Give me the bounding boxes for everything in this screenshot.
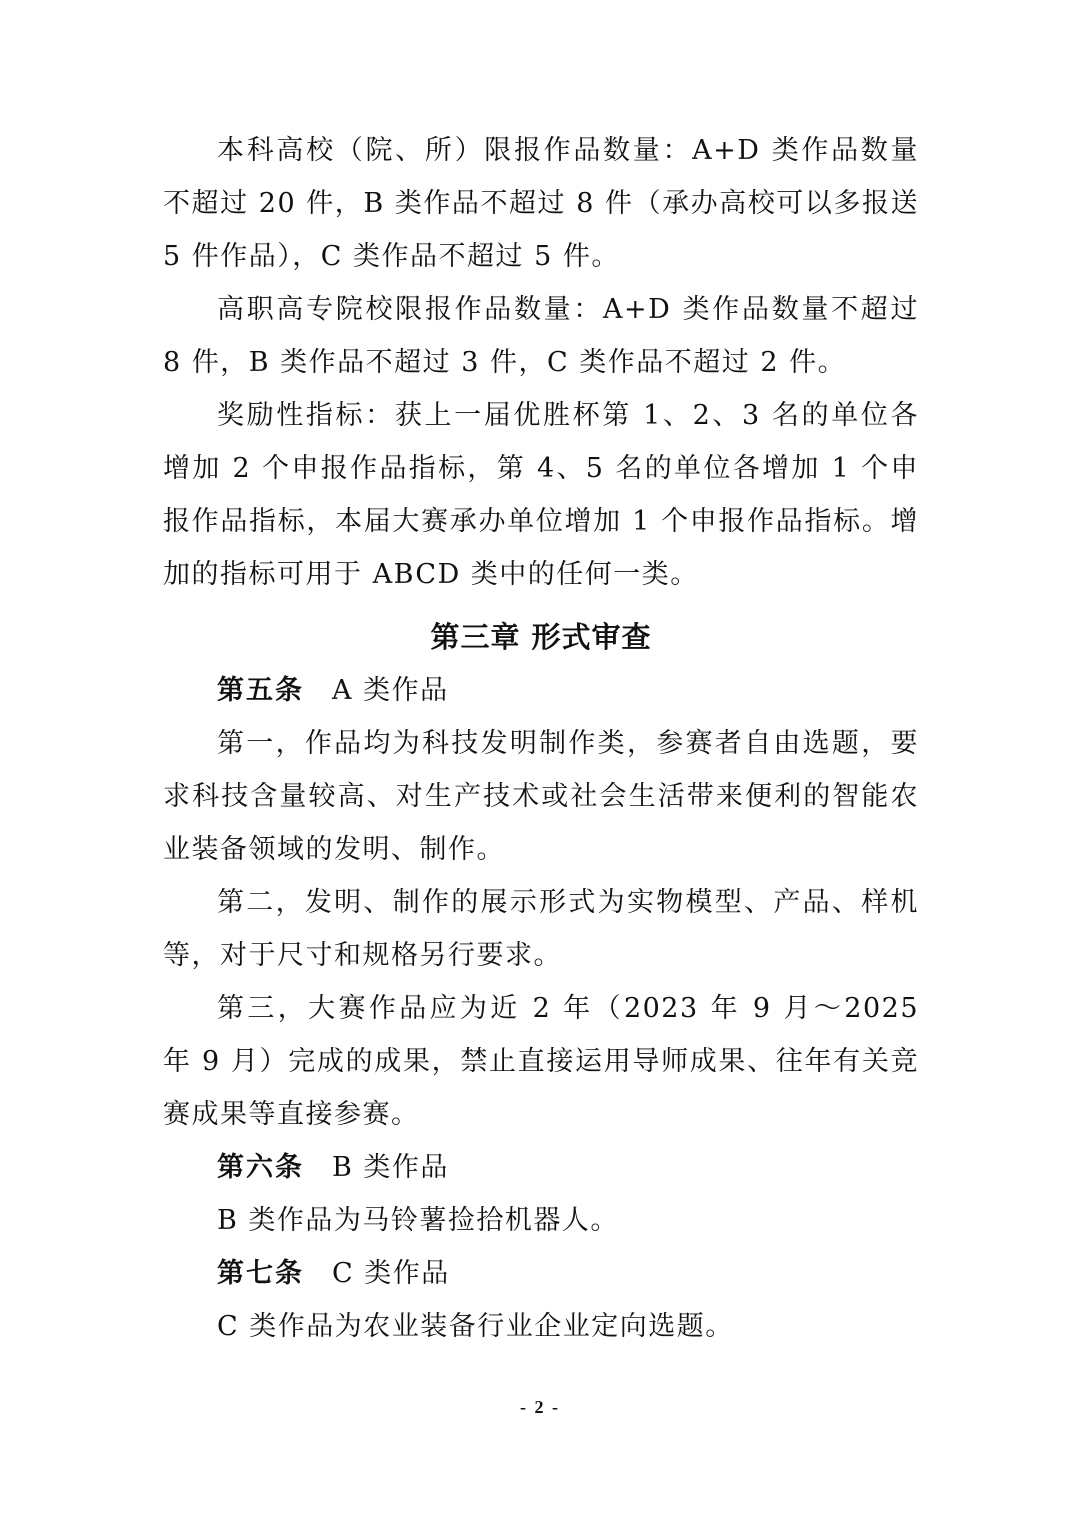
paragraph-undergrad-quota: 本科高校（院、所）限报作品数量：A+D 类作品数量不超过 20 件，B 类作品不超过 8 件（承办高校可以多报送 5 件作品），C 类作品不超过 5 件。: [163, 135, 919, 272]
paragraph-vocational-quota: 高职高专院校限报作品数量：A+D 类作品数量不超过 8 件，B 类作品不超过 3 件，C 类作品不超过 2 件。: [163, 294, 919, 378]
article-7-heading: [163, 1247, 919, 1300]
article-6-heading: [163, 1141, 919, 1194]
paragraph-incentive-quota: 奖励性指标：获上一届优胜杯第 1、2、3 名的单位各增加 2 个申报作品指标，第 4、5 名的单位各增加 1 个申报作品指标，本届大赛承办单位增加 1 个申报作品指标。增加的指标可用于 ABCD 类中的任何一类。: [163, 400, 919, 590]
article-5-paragraph-3: 第三，大赛作品应为近 2 年（2023 年 9 月～2025 年 9 月）完成的成果，禁止直接运用导师成果、往年有关竞赛成果等直接参赛。: [163, 993, 919, 1130]
article-7-title: C 类作品: [332, 1258, 450, 1289]
article-5-number: 第五条: [217, 675, 304, 706]
article-5-heading: [163, 664, 919, 717]
article-5-title: A 类作品: [332, 675, 449, 706]
article-6-title: B 类作品: [332, 1152, 449, 1183]
article-6-number: 第六条: [217, 1152, 304, 1183]
article-5-paragraph-2: 第二，发明、制作的展示形式为实物模型、产品、样机等，对于尺寸和规格另行要求。: [163, 887, 919, 971]
article-6-paragraph: B 类作品为马铃薯捡拾机器人。: [217, 1205, 619, 1236]
chapter-title: 第三章 形式审查: [430, 620, 652, 654]
article-5-paragraph-1: 第一，作品均为科技发明制作类，参赛者自由选题，要求科技含量较高、对生产技术或社会生活带来便利的智能农业装备领域的发明、制作。: [163, 728, 919, 865]
article-7-paragraph: C 类作品为农业装备行业企业定向选题。: [217, 1311, 734, 1342]
article-7-number: 第七条: [217, 1258, 304, 1289]
page-number: - 2 -: [520, 1397, 560, 1417]
document-body: [163, 124, 919, 1353]
